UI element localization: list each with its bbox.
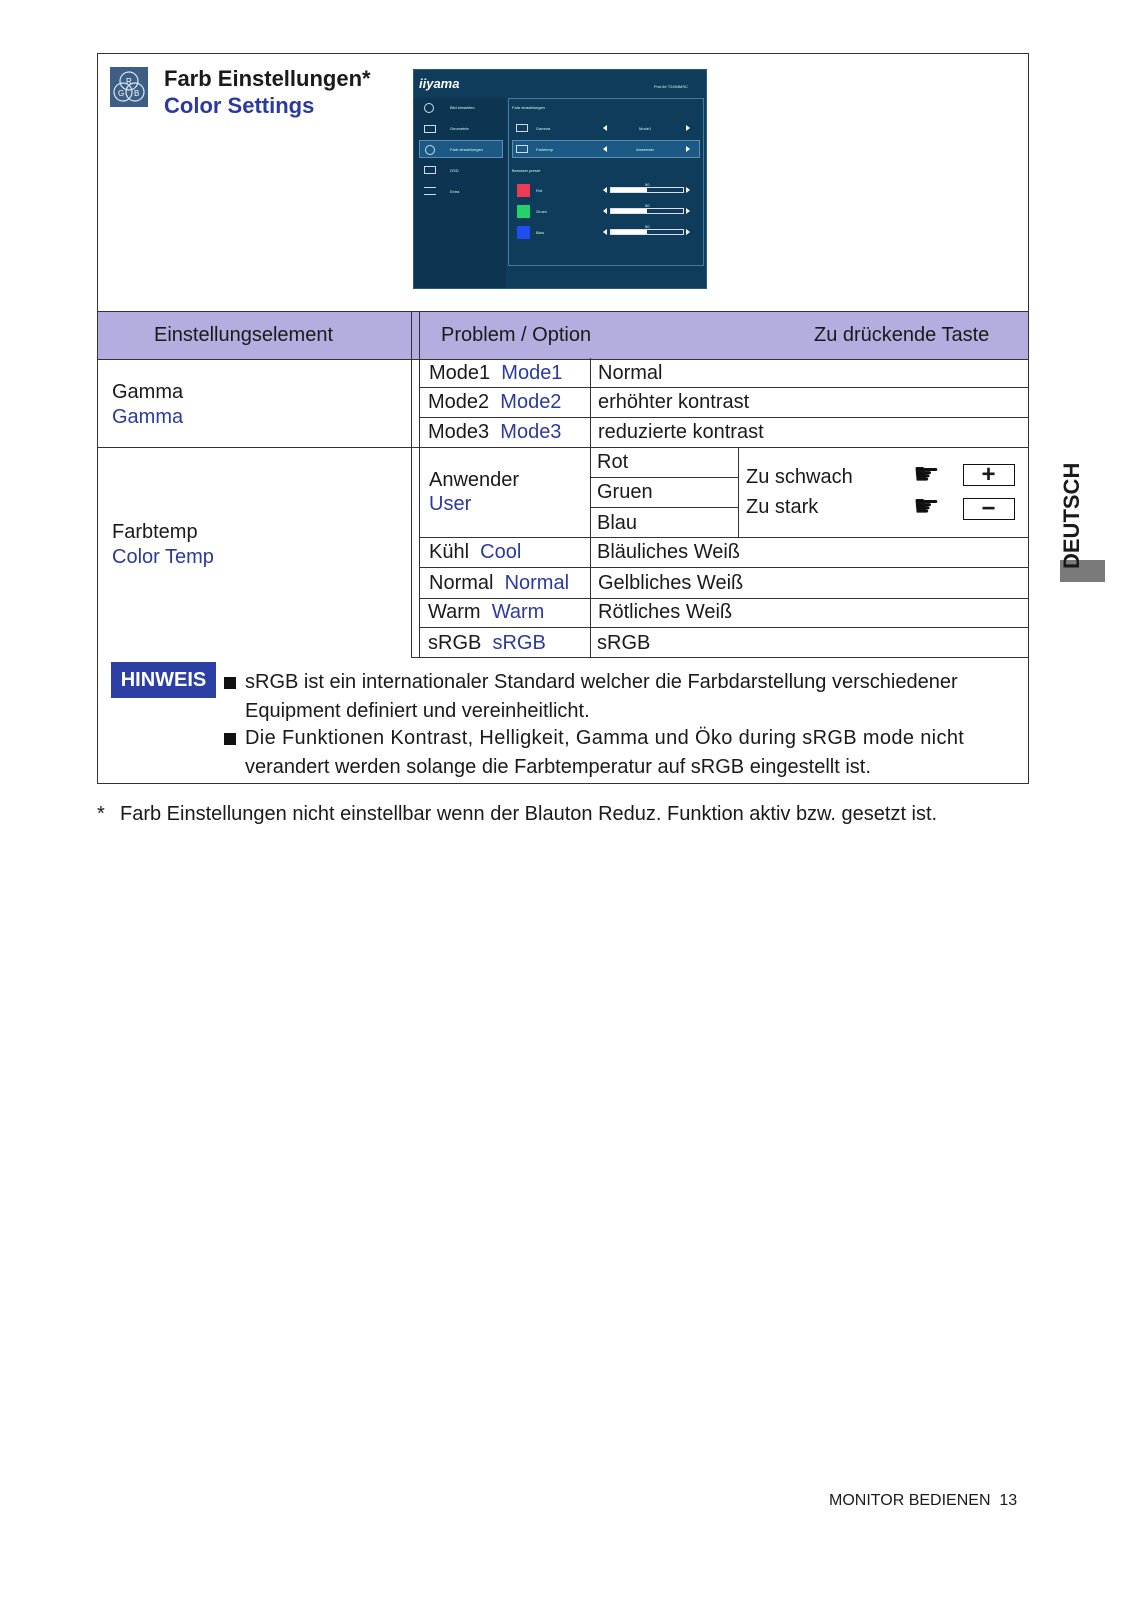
osd-panel — [508, 98, 704, 266]
osd-screenshot — [413, 69, 707, 289]
gamma-label-de: Gamma — [112, 381, 184, 403]
osd-menu-item: Farb einstellungen — [450, 147, 483, 152]
osd-arrow-right-icon — [686, 208, 690, 214]
osd-arrow-left-icon — [603, 208, 607, 214]
temp-option: sRGB sRGB — [428, 632, 546, 654]
bullet-square-icon — [224, 677, 236, 689]
osd-rot-value: 50 — [645, 182, 650, 187]
user-label-en: User — [429, 493, 472, 515]
note-text: Die Funktionen Kontrast, Helligkeit, Gamma und Öko during sRGB mode nicht — [245, 727, 965, 749]
osd-menu-item: Geometrie — [450, 126, 469, 131]
svg-text:G: G — [118, 89, 125, 98]
gamma-desc: Normal — [598, 362, 663, 384]
osd-gruen-slider — [610, 208, 684, 214]
osd-farbtemp-label: Farbtemp — [536, 147, 554, 152]
osd-red-swatch — [517, 184, 530, 197]
osd-rot-slider — [610, 187, 684, 193]
too-strong-label: Zu stark — [746, 496, 819, 518]
user-color: Blau — [597, 512, 638, 534]
bullet-square-icon — [224, 733, 236, 745]
osd-arrow-left-icon — [603, 146, 607, 152]
osd-farbtemp-icon — [516, 145, 528, 153]
osd-model: ProLite T2454MSC — [654, 84, 688, 89]
section-title-de: Farb Einstellungen* — [164, 66, 371, 91]
user-color: Rot — [597, 451, 629, 473]
temp-option: Kühl Cool — [429, 541, 522, 563]
gamma-desc: reduzierte kontrast — [598, 421, 764, 443]
page-number: 13 — [999, 1492, 1018, 1509]
plus-button-icon: + — [963, 464, 1015, 486]
svg-text:B: B — [134, 89, 140, 98]
row-divider — [420, 387, 1029, 388]
osd-gamma-icon — [516, 124, 528, 132]
column-divider — [411, 311, 412, 657]
header-element: Einstellungselement — [154, 324, 333, 346]
row-divider — [420, 537, 1029, 538]
user-color: Gruen — [597, 481, 653, 503]
row-divider — [420, 598, 1029, 599]
osd-arrow-left-icon — [603, 125, 607, 131]
osd-osd-icon — [424, 166, 436, 174]
gamma-option: Mode2 Mode2 — [428, 391, 562, 413]
user-label-de: Anwender — [429, 469, 520, 491]
column-divider — [738, 447, 739, 537]
footer-section: MONITOR BEDIENEN — [829, 1492, 991, 1509]
osd-geometry-icon — [424, 125, 436, 133]
row-divider — [420, 417, 1029, 418]
osd-menu-item: Extra — [450, 189, 460, 194]
minus-button-icon: − — [963, 498, 1015, 520]
osd-arrow-right-icon — [686, 125, 690, 131]
osd-arrow-right-icon — [686, 187, 690, 193]
osd-farbtemp-value: Anwender — [636, 147, 655, 152]
gamma-option: Mode3 Mode3 — [428, 421, 562, 443]
temp-desc: Bläuliches Weiß — [597, 541, 741, 563]
row-divider — [420, 567, 1029, 568]
osd-extra-icon — [424, 187, 436, 195]
pointing-hand-icon: ☛ — [913, 458, 940, 491]
temp-option: Warm Warm — [428, 601, 545, 623]
osd-blue-swatch — [517, 226, 530, 239]
farbtemp-label-en: Color Temp — [112, 546, 214, 568]
osd-gamma-label: Gamma — [536, 126, 551, 131]
osd-arrow-left-icon — [603, 229, 607, 235]
osd-menu-item: Bild einstellen — [450, 105, 475, 110]
osd-green-swatch — [517, 205, 530, 218]
column-divider — [419, 311, 420, 657]
temp-desc: Rötliches Weiß — [598, 601, 733, 623]
osd-gruen-value: 50 — [645, 203, 650, 208]
row-divider — [591, 507, 738, 508]
note-text: verandert werden solange die Farbtemperatur auf sRGB eingestellt ist. — [245, 756, 871, 778]
osd-rot-label: Rot — [536, 188, 543, 193]
footnote-mark: * — [97, 803, 105, 825]
temp-desc: sRGB — [597, 632, 651, 654]
note-badge: HINWEIS — [111, 662, 216, 698]
header-option: Problem / Option — [441, 324, 592, 346]
osd-color-icon — [425, 145, 435, 155]
osd-user-preset: Benutzer preset — [512, 168, 541, 173]
gamma-desc: erhöhter kontrast — [598, 391, 750, 413]
row-divider — [591, 477, 738, 478]
osd-arrow-right-icon — [686, 146, 690, 152]
row-divider — [98, 447, 1029, 448]
page-footer — [829, 1492, 1017, 1510]
osd-gruen-label: Gruen — [536, 209, 548, 214]
osd-arrow-left-icon — [603, 187, 607, 193]
pointing-hand-icon: ☛ — [913, 490, 940, 523]
osd-brand: iiyama — [419, 76, 460, 91]
gamma-label-en: Gamma — [112, 406, 184, 428]
too-weak-label: Zu schwach — [746, 466, 853, 488]
header-key: Zu drückende Taste — [814, 324, 990, 346]
side-tab-language: DEUTSCH — [1059, 462, 1084, 569]
row-divider — [420, 627, 1029, 628]
svg-text:R: R — [126, 77, 132, 86]
footnote-text: Farb Einstellungen nicht einstellbar wenn der Blauton Reduz. Funktion aktiv bzw. gesetzt ist. — [120, 803, 938, 825]
farbtemp-label-de: Farbtemp — [112, 521, 198, 543]
rgb-color-icon — [110, 67, 148, 107]
temp-desc: Gelbliches Weiß — [598, 572, 744, 594]
osd-gamma-value: Mode1 — [639, 126, 652, 131]
osd-blau-slider — [610, 229, 684, 235]
note-text: sRGB ist ein internationaler Standard welcher die Farbdarstellung verschiedener — [245, 671, 958, 693]
gamma-option: Mode1 Mode1 — [429, 362, 563, 384]
osd-picture-icon — [424, 103, 434, 113]
osd-menu-item: OSD — [450, 168, 459, 173]
temp-option: Normal Normal — [429, 572, 570, 594]
osd-blau-label: Blau — [536, 230, 545, 235]
osd-panel-title: Farb einstellungen — [512, 105, 545, 110]
row-divider — [411, 657, 1029, 658]
note-text: Equipment definiert und vereinheitlicht. — [245, 700, 590, 722]
osd-arrow-right-icon — [686, 229, 690, 235]
osd-blau-value: 50 — [645, 224, 650, 229]
section-title-en: Color Settings — [164, 93, 315, 118]
